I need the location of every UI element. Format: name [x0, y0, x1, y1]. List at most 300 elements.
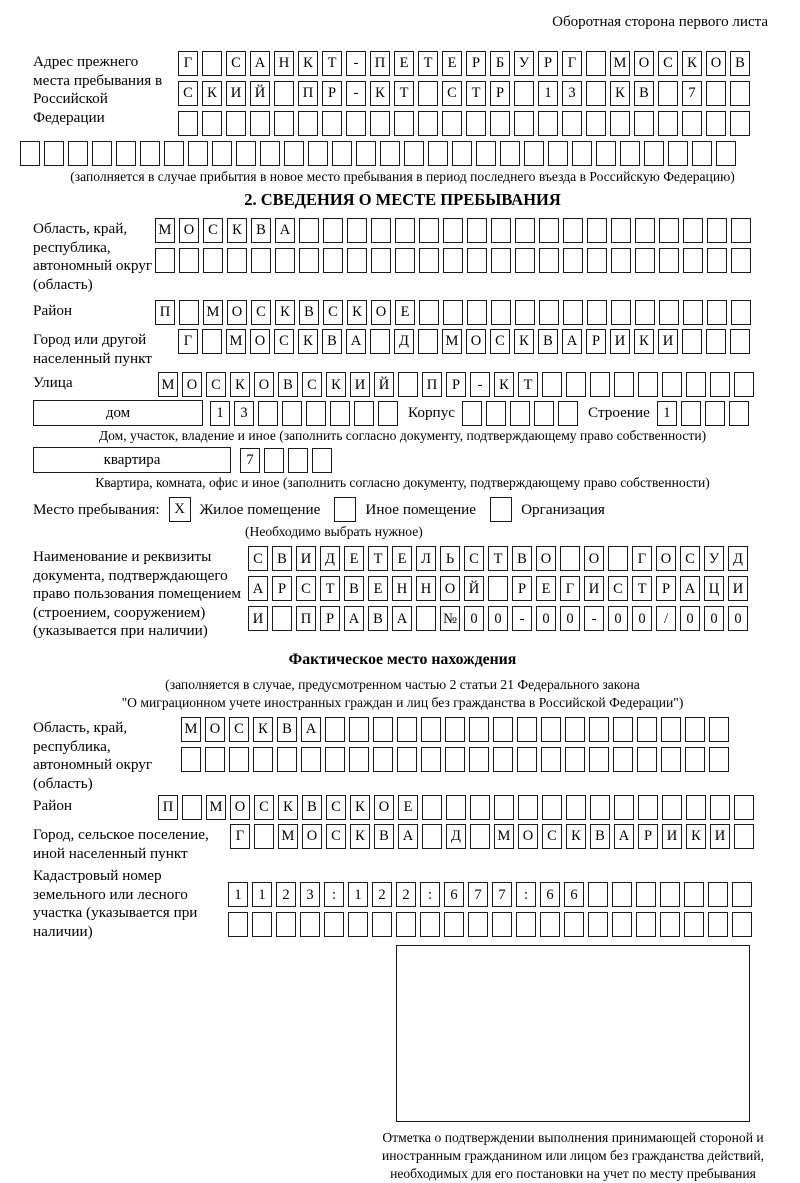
char-cell[interactable] [662, 795, 682, 820]
char-cell[interactable]: Н [274, 51, 294, 76]
char-cell[interactable]: С [464, 546, 484, 571]
char-cell[interactable] [226, 111, 246, 136]
char-cell[interactable]: С [658, 51, 678, 76]
char-cell[interactable] [566, 795, 586, 820]
char-cell[interactable]: С [229, 717, 249, 742]
char-cell[interactable] [202, 329, 222, 354]
char-cell[interactable] [542, 372, 562, 397]
char-cell[interactable] [662, 372, 682, 397]
char-cell[interactable]: : [324, 882, 344, 907]
char-cell[interactable] [563, 300, 583, 325]
char-cell[interactable]: К [227, 218, 247, 243]
char-cell[interactable]: С [302, 372, 322, 397]
char-cell[interactable] [682, 111, 702, 136]
char-cell[interactable] [299, 218, 319, 243]
char-cell[interactable] [330, 401, 350, 426]
char-cell[interactable]: Ц [704, 576, 724, 601]
char-cell[interactable] [346, 111, 366, 136]
char-cell[interactable] [488, 576, 508, 601]
char-cell[interactable]: М [278, 824, 298, 849]
char-cell[interactable] [611, 300, 631, 325]
char-cell[interactable]: Т [466, 81, 486, 106]
char-cell[interactable]: К [682, 51, 702, 76]
char-cell[interactable]: К [634, 329, 654, 354]
char-cell[interactable]: Й [250, 81, 270, 106]
char-cell[interactable]: К [347, 300, 367, 325]
char-cell[interactable]: Н [392, 576, 412, 601]
char-cell[interactable]: В [278, 372, 298, 397]
char-cell[interactable] [468, 912, 488, 937]
char-cell[interactable] [398, 372, 418, 397]
char-cell[interactable]: В [374, 824, 394, 849]
char-cell[interactable]: В [299, 300, 319, 325]
char-cell[interactable]: О [536, 546, 556, 571]
char-cell[interactable]: В [512, 546, 532, 571]
char-cell[interactable] [558, 401, 578, 426]
char-cell[interactable] [396, 912, 416, 937]
char-cell[interactable] [348, 912, 368, 937]
char-cell[interactable]: Е [394, 51, 414, 76]
char-cell[interactable] [202, 51, 222, 76]
char-cell[interactable]: К [278, 795, 298, 820]
char-cell[interactable] [371, 218, 391, 243]
char-cell[interactable] [284, 141, 304, 166]
char-cell[interactable] [541, 747, 561, 772]
char-cell[interactable]: - [512, 606, 532, 631]
char-cell[interactable]: Т [394, 81, 414, 106]
char-cell[interactable]: А [250, 51, 270, 76]
char-cell[interactable] [587, 300, 607, 325]
char-cell[interactable]: М [158, 372, 178, 397]
char-cell[interactable]: 6 [444, 882, 464, 907]
char-cell[interactable]: Р [638, 824, 658, 849]
char-cell[interactable]: А [398, 824, 418, 849]
char-cell[interactable] [635, 300, 655, 325]
char-cell[interactable] [692, 141, 712, 166]
char-cell[interactable]: 0 [560, 606, 580, 631]
char-cell[interactable] [469, 747, 489, 772]
char-cell[interactable]: И [662, 824, 682, 849]
char-cell[interactable] [681, 401, 701, 426]
char-cell[interactable] [491, 218, 511, 243]
char-cell[interactable] [685, 747, 705, 772]
char-cell[interactable] [203, 248, 223, 273]
char-cell[interactable] [418, 329, 438, 354]
char-cell[interactable]: Е [442, 51, 462, 76]
char-cell[interactable]: К [370, 81, 390, 106]
char-cell[interactable] [253, 747, 273, 772]
char-cell[interactable]: С [251, 300, 271, 325]
char-cell[interactable]: И [610, 329, 630, 354]
char-cell[interactable]: М [610, 51, 630, 76]
char-cell[interactable]: С [226, 51, 246, 76]
char-cell[interactable]: К [686, 824, 706, 849]
char-cell[interactable] [635, 218, 655, 243]
char-cell[interactable] [445, 747, 465, 772]
char-cell[interactable] [323, 248, 343, 273]
char-cell[interactable]: В [251, 218, 271, 243]
char-cell[interactable]: А [275, 218, 295, 243]
char-cell[interactable]: К [350, 795, 370, 820]
char-cell[interactable]: Т [320, 576, 340, 601]
char-cell[interactable] [539, 248, 559, 273]
char-cell[interactable]: К [610, 81, 630, 106]
char-cell[interactable] [467, 218, 487, 243]
checkbox-other-premises[interactable] [334, 497, 356, 522]
char-cell[interactable]: - [346, 51, 366, 76]
char-cell[interactable]: С [326, 795, 346, 820]
char-cell[interactable] [373, 747, 393, 772]
char-cell[interactable] [706, 81, 726, 106]
char-cell[interactable]: Е [392, 546, 412, 571]
char-cell[interactable] [658, 81, 678, 106]
char-cell[interactable] [332, 141, 352, 166]
char-cell[interactable]: С [542, 824, 562, 849]
char-cell[interactable] [614, 372, 634, 397]
char-cell[interactable] [683, 300, 703, 325]
char-cell[interactable]: С [206, 372, 226, 397]
char-cell[interactable]: Н [416, 576, 436, 601]
char-cell[interactable] [668, 141, 688, 166]
char-cell[interactable]: С [248, 546, 268, 571]
char-cell[interactable] [467, 248, 487, 273]
char-cell[interactable]: 7 [468, 882, 488, 907]
char-cell[interactable] [586, 81, 606, 106]
char-cell[interactable] [446, 795, 466, 820]
char-cell[interactable]: - [346, 81, 366, 106]
char-cell[interactable]: С [323, 300, 343, 325]
char-cell[interactable]: 0 [464, 606, 484, 631]
char-cell[interactable] [590, 795, 610, 820]
char-cell[interactable] [419, 300, 439, 325]
char-cell[interactable] [684, 882, 704, 907]
char-cell[interactable]: Р [322, 81, 342, 106]
char-cell[interactable] [731, 300, 751, 325]
char-cell[interactable] [68, 141, 88, 166]
char-cell[interactable]: Д [394, 329, 414, 354]
char-cell[interactable]: А [344, 606, 364, 631]
char-cell[interactable]: 0 [608, 606, 628, 631]
char-cell[interactable] [730, 81, 750, 106]
char-cell[interactable] [636, 882, 656, 907]
char-cell[interactable] [659, 218, 679, 243]
char-cell[interactable]: И [710, 824, 730, 849]
checkbox-residential[interactable]: X [169, 497, 191, 522]
char-cell[interactable]: О [230, 795, 250, 820]
char-cell[interactable]: П [158, 795, 178, 820]
char-cell[interactable]: С [326, 824, 346, 849]
char-cell[interactable] [250, 111, 270, 136]
char-cell[interactable]: В [322, 329, 342, 354]
char-cell[interactable] [515, 248, 535, 273]
char-cell[interactable] [661, 747, 681, 772]
char-cell[interactable]: Р [490, 81, 510, 106]
char-cell[interactable]: С [254, 795, 274, 820]
char-cell[interactable]: К [253, 717, 273, 742]
char-cell[interactable] [590, 372, 610, 397]
char-cell[interactable]: Г [178, 51, 198, 76]
char-cell[interactable]: 1 [252, 882, 272, 907]
char-cell[interactable] [716, 141, 736, 166]
char-cell[interactable] [596, 141, 616, 166]
char-cell[interactable] [444, 912, 464, 937]
char-cell[interactable]: М [203, 300, 223, 325]
char-cell[interactable]: В [302, 795, 322, 820]
char-cell[interactable] [539, 300, 559, 325]
char-cell[interactable] [517, 717, 537, 742]
char-cell[interactable]: К [298, 329, 318, 354]
char-cell[interactable] [538, 111, 558, 136]
char-cell[interactable] [542, 795, 562, 820]
char-cell[interactable]: 0 [488, 606, 508, 631]
char-cell[interactable] [347, 218, 367, 243]
char-cell[interactable]: М [155, 218, 175, 243]
char-cell[interactable]: И [728, 576, 748, 601]
char-cell[interactable]: Б [490, 51, 510, 76]
char-cell[interactable]: А [346, 329, 366, 354]
char-cell[interactable]: 1 [348, 882, 368, 907]
char-cell[interactable]: М [181, 717, 201, 742]
char-cell[interactable] [613, 747, 633, 772]
char-cell[interactable]: : [420, 882, 440, 907]
char-cell[interactable] [684, 912, 704, 937]
char-cell[interactable] [205, 747, 225, 772]
char-cell[interactable] [378, 401, 398, 426]
char-cell[interactable] [422, 824, 442, 849]
char-cell[interactable] [710, 795, 730, 820]
char-cell[interactable]: Л [416, 546, 436, 571]
char-cell[interactable] [515, 218, 535, 243]
char-cell[interactable]: Г [562, 51, 582, 76]
char-cell[interactable] [707, 218, 727, 243]
char-cell[interactable] [588, 912, 608, 937]
char-cell[interactable]: А [392, 606, 412, 631]
char-cell[interactable] [443, 300, 463, 325]
char-cell[interactable]: В [634, 81, 654, 106]
char-cell[interactable]: 0 [632, 606, 652, 631]
char-cell[interactable]: Д [728, 546, 748, 571]
char-cell[interactable] [325, 717, 345, 742]
char-cell[interactable] [395, 218, 415, 243]
char-cell[interactable] [324, 912, 344, 937]
char-cell[interactable]: О [584, 546, 604, 571]
char-cell[interactable] [565, 717, 585, 742]
char-cell[interactable] [228, 912, 248, 937]
char-cell[interactable]: Г [178, 329, 198, 354]
char-cell[interactable] [443, 248, 463, 273]
char-cell[interactable]: Е [398, 795, 418, 820]
char-cell[interactable]: Г [632, 546, 652, 571]
char-cell[interactable] [188, 141, 208, 166]
char-cell[interactable]: Д [446, 824, 466, 849]
char-cell[interactable]: Т [488, 546, 508, 571]
char-cell[interactable]: И [226, 81, 246, 106]
char-cell[interactable] [418, 81, 438, 106]
char-cell[interactable] [565, 747, 585, 772]
char-cell[interactable] [179, 248, 199, 273]
char-cell[interactable] [258, 401, 278, 426]
char-cell[interactable] [370, 111, 390, 136]
char-cell[interactable] [394, 111, 414, 136]
char-cell[interactable] [212, 141, 232, 166]
char-cell[interactable]: О [205, 717, 225, 742]
char-cell[interactable] [380, 141, 400, 166]
char-cell[interactable] [683, 218, 703, 243]
char-cell[interactable] [486, 401, 506, 426]
char-cell[interactable] [613, 717, 633, 742]
char-cell[interactable] [734, 824, 754, 849]
char-cell[interactable] [563, 218, 583, 243]
char-cell[interactable]: О [254, 372, 274, 397]
char-cell[interactable]: 2 [396, 882, 416, 907]
char-cell[interactable] [277, 747, 297, 772]
char-cell[interactable]: П [370, 51, 390, 76]
char-cell[interactable]: О [302, 824, 322, 849]
char-cell[interactable] [659, 300, 679, 325]
char-cell[interactable]: П [296, 606, 316, 631]
char-cell[interactable]: С [274, 329, 294, 354]
char-cell[interactable]: В [277, 717, 297, 742]
char-cell[interactable] [182, 795, 202, 820]
char-cell[interactable] [563, 248, 583, 273]
char-cell[interactable] [300, 912, 320, 937]
char-cell[interactable]: Й [464, 576, 484, 601]
char-cell[interactable] [288, 448, 308, 473]
char-cell[interactable]: С [608, 576, 628, 601]
char-cell[interactable]: К [326, 372, 346, 397]
char-cell[interactable] [354, 401, 374, 426]
char-cell[interactable]: П [298, 81, 318, 106]
char-cell[interactable] [116, 141, 136, 166]
char-cell[interactable] [659, 248, 679, 273]
char-cell[interactable]: Е [368, 576, 388, 601]
char-cell[interactable]: В [538, 329, 558, 354]
char-cell[interactable] [524, 141, 544, 166]
char-cell[interactable]: Р [446, 372, 466, 397]
char-cell[interactable] [419, 248, 439, 273]
char-cell[interactable]: У [514, 51, 534, 76]
char-cell[interactable]: П [155, 300, 175, 325]
char-cell[interactable] [251, 248, 271, 273]
char-cell[interactable] [254, 824, 274, 849]
char-cell[interactable]: Ь [440, 546, 460, 571]
char-cell[interactable] [322, 111, 342, 136]
char-cell[interactable] [312, 448, 332, 473]
char-cell[interactable] [347, 248, 367, 273]
char-cell[interactable] [710, 372, 730, 397]
char-cell[interactable]: Р [656, 576, 676, 601]
char-cell[interactable] [534, 401, 554, 426]
char-cell[interactable]: 1 [538, 81, 558, 106]
char-cell[interactable]: Е [344, 546, 364, 571]
char-cell[interactable]: О [440, 576, 460, 601]
char-cell[interactable]: О [182, 372, 202, 397]
char-cell[interactable] [683, 248, 703, 273]
char-cell[interactable] [236, 141, 256, 166]
char-cell[interactable] [572, 141, 592, 166]
char-cell[interactable] [467, 300, 487, 325]
char-cell[interactable] [419, 218, 439, 243]
char-cell[interactable] [469, 717, 489, 742]
char-cell[interactable] [227, 248, 247, 273]
char-cell[interactable] [517, 747, 537, 772]
char-cell[interactable] [260, 141, 280, 166]
char-cell[interactable]: М [494, 824, 514, 849]
char-cell[interactable] [275, 248, 295, 273]
char-cell[interactable] [587, 218, 607, 243]
char-cell[interactable] [462, 401, 482, 426]
char-cell[interactable]: А [562, 329, 582, 354]
char-cell[interactable] [686, 372, 706, 397]
char-cell[interactable] [612, 912, 632, 937]
char-cell[interactable] [44, 141, 64, 166]
char-cell[interactable] [510, 401, 530, 426]
char-cell[interactable] [518, 795, 538, 820]
char-cell[interactable] [179, 300, 199, 325]
char-cell[interactable] [638, 795, 658, 820]
char-cell[interactable]: О [706, 51, 726, 76]
char-cell[interactable]: 1 [210, 401, 230, 426]
char-cell[interactable] [178, 111, 198, 136]
char-cell[interactable]: О [179, 218, 199, 243]
char-cell[interactable]: О [374, 795, 394, 820]
char-cell[interactable]: А [680, 576, 700, 601]
char-cell[interactable]: Р [320, 606, 340, 631]
char-cell[interactable] [586, 51, 606, 76]
char-cell[interactable]: С [203, 218, 223, 243]
char-cell[interactable] [708, 882, 728, 907]
char-cell[interactable]: К [298, 51, 318, 76]
char-cell[interactable]: 3 [234, 401, 254, 426]
char-cell[interactable] [466, 111, 486, 136]
char-cell[interactable] [181, 747, 201, 772]
char-cell[interactable] [349, 747, 369, 772]
char-cell[interactable] [611, 248, 631, 273]
char-cell[interactable]: В [344, 576, 364, 601]
char-cell[interactable]: 1 [228, 882, 248, 907]
char-cell[interactable] [470, 795, 490, 820]
char-cell[interactable] [660, 912, 680, 937]
char-cell[interactable] [734, 795, 754, 820]
char-cell[interactable]: К [230, 372, 250, 397]
char-cell[interactable]: Т [632, 576, 652, 601]
char-cell[interactable]: Р [538, 51, 558, 76]
char-cell[interactable] [422, 795, 442, 820]
char-cell[interactable]: И [248, 606, 268, 631]
char-cell[interactable] [685, 717, 705, 742]
char-cell[interactable] [707, 248, 727, 273]
char-cell[interactable]: П [422, 372, 442, 397]
char-cell[interactable] [644, 141, 664, 166]
checkbox-organization[interactable] [490, 497, 512, 522]
char-cell[interactable]: А [614, 824, 634, 849]
char-cell[interactable]: Т [368, 546, 388, 571]
char-cell[interactable] [274, 81, 294, 106]
char-cell[interactable]: О [466, 329, 486, 354]
char-cell[interactable] [587, 248, 607, 273]
char-cell[interactable]: Р [512, 576, 532, 601]
char-cell[interactable]: 0 [536, 606, 556, 631]
char-cell[interactable] [608, 546, 628, 571]
char-cell[interactable] [370, 329, 390, 354]
char-cell[interactable] [548, 141, 568, 166]
char-cell[interactable]: 1 [657, 401, 677, 426]
char-cell[interactable] [636, 912, 656, 937]
char-cell[interactable] [709, 747, 729, 772]
char-cell[interactable] [635, 248, 655, 273]
char-cell[interactable] [20, 141, 40, 166]
char-cell[interactable] [540, 912, 560, 937]
